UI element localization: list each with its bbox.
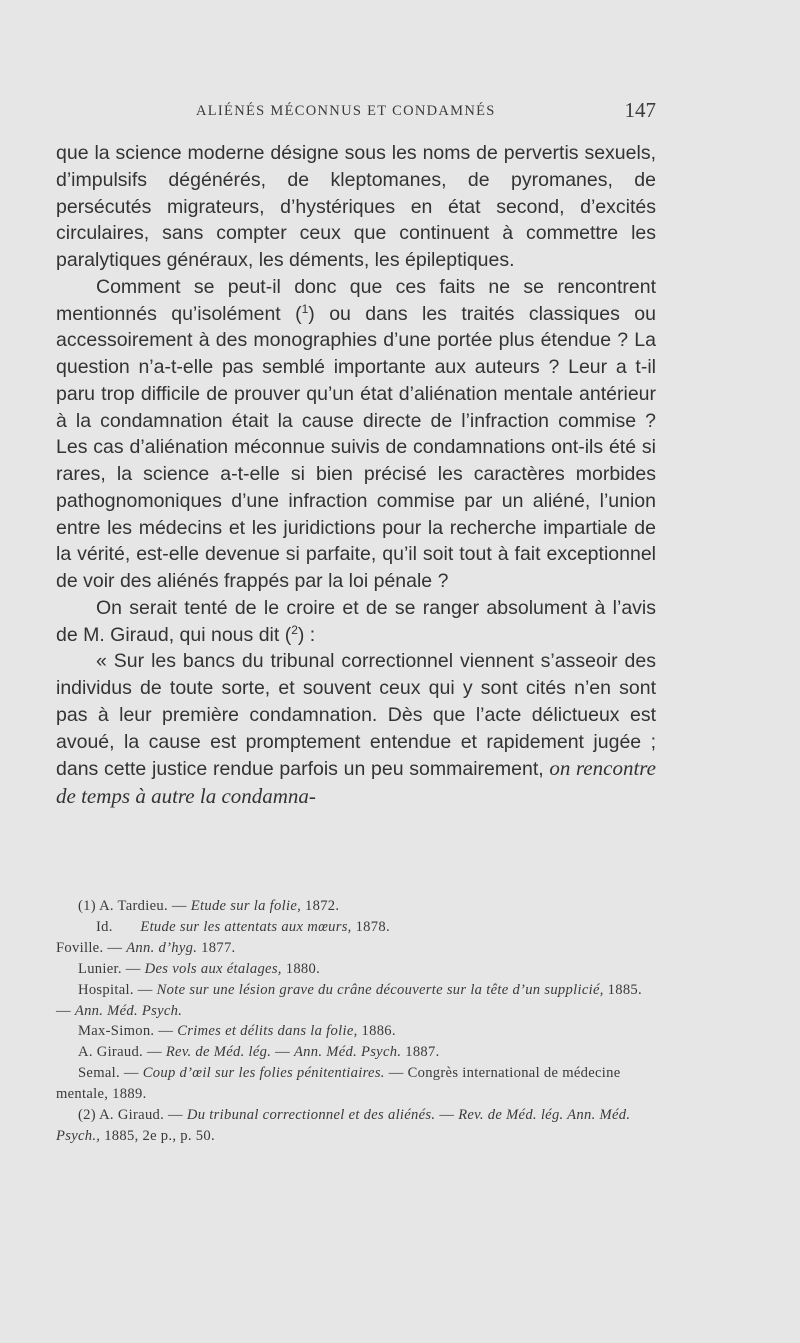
footnote-rest: 1885, 2e p., p. 50.: [104, 1127, 215, 1144]
footnote-work: Des vols aux étalages,: [144, 960, 282, 977]
page-number: 147: [624, 98, 656, 122]
footnote-entry: [56, 980, 656, 1022]
footnote-entry: [56, 917, 656, 938]
footnote-entry: [56, 1021, 656, 1042]
paragraph-4: [56, 648, 656, 811]
footnote-year: 1886.: [361, 1023, 396, 1040]
footnote-journal: Ann. Méd. Psych.: [293, 1044, 402, 1061]
footnote-year: 1878.: [355, 918, 390, 935]
footnote-entry: [56, 1105, 656, 1147]
footnote-entry: [56, 938, 656, 959]
footnote-dash: —: [123, 1065, 139, 1082]
paragraph-3-end: ) :: [297, 623, 316, 646]
footnote-author: A. Giraud.: [78, 1044, 144, 1061]
footnote-year: 1872.: [305, 898, 340, 914]
page-header: [56, 98, 656, 127]
footnote-journal: Ann. Méd. Psych.: [74, 1002, 183, 1019]
paragraph-1: que la science moderne désigne sous les noms de pervertis sexuels, d’impulsifs dégénérés, de kleptomanes, de pyromanes, de persécutés migrateurs, d’hystériques en état second, d’excités circulaires, sans compter ceux que continuent à commettre les paralytiques généraux, les déments, les épileptiques.: [56, 142, 656, 271]
footnotes: [56, 896, 656, 1147]
paragraph-2-start: Comment se peut-il donc que ces faits ne se rencontrent mentionnés qu’isolément (: [56, 275, 656, 325]
footnote-journal: Rev. de Méd. lég. Ann. Méd. Psych.,: [56, 1107, 631, 1144]
footnote-year: 1877.: [201, 939, 236, 956]
footnote-author: Max-Simon.: [78, 1023, 155, 1040]
footnote-dash: —: [146, 1044, 162, 1061]
footnote-work: Note sur une lésion grave du crâne découverte sur la tête d’un supplicié,: [156, 981, 604, 998]
footnote-dash: —: [125, 960, 141, 977]
footnote-work: Etude sur les attentats aux mœurs,: [140, 918, 352, 935]
footnote-number: (2): [78, 1107, 96, 1124]
footnote-work: Etude sur la folie,: [190, 898, 302, 914]
footnote-dash: —: [275, 1044, 290, 1061]
footnote-dash: —: [107, 939, 123, 956]
footnote-author: Id.: [96, 918, 113, 935]
footnote-year: 1887.: [405, 1044, 440, 1061]
footnote-dash: —: [168, 1107, 183, 1124]
paragraph-4-text: « Sur les bancs du tribunal correctionnel viennent s’asseoir des individus de toute sorte, et souvent ceux qui y sont cités n’en sont pas à leur première condamnation. Dès que l’acte délictueux est avoué, la cause est promptement entendue et rapidement jugée ; dans cette justice rendue parfois un peu sommairement,: [56, 650, 656, 781]
footnote-author: Lunier.: [78, 960, 122, 977]
footnote-dash: —: [171, 898, 187, 914]
footnote-author: A. Tardieu.: [99, 898, 168, 914]
running-title: ALIÉNÉS MÉCONNUS ET CONDAMNÉS: [196, 103, 496, 119]
paragraph-2-end: ) ou dans les traités classiques ou accessoirement à des monographies d’une portée plus étendue ? La question n’a-t-elle pas semblé importante aux auteurs ? Leur a t-il paru trop difficile de prouver qu’un état d’aliénation mentale antérieur à la condamnation était la cause directe de l’infraction commise ? Les cas d’aliénation méconnue suivis de condamnations ont-ils été si rares, la science a-t-elle si bien précisé les caractères morbides pathognomoniques d’une infraction commise par un aliéné, l’union entre les médecins et les juridictions pour la recherche impartiale de la vérité, est-elle devenue si parfaite, qu’il soit tout à fait exceptionnel de voir des aliénés frappés par la loi pénale ?: [56, 302, 656, 592]
footnote-number: (1): [78, 898, 96, 914]
footnote-ref-1: 1: [301, 301, 309, 316]
paragraph-3-start: On serait tenté de le croire et de se ranger absolument à l’avis de M. Giraud, qui nous dit (: [56, 596, 656, 646]
footnote-work: Rev. de Méd. lég.: [165, 1044, 272, 1061]
footnote-dash: —: [137, 981, 153, 998]
footnote-dash: —: [388, 1065, 404, 1082]
paragraph-3: [56, 595, 656, 649]
footnote-rest: Congrès international de médecine mentale, 1889.: [56, 1065, 621, 1103]
footnote-author: Hospital.: [78, 981, 134, 998]
footnote-author: A. Giraud.: [99, 1107, 165, 1124]
footnote-dash: —: [56, 1002, 71, 1019]
footnote-dash: —: [439, 1107, 455, 1124]
paragraph-4-italic: on rencontre de temps à autre la condamna-: [56, 756, 657, 808]
footnote-work: Crimes et délits dans la folie,: [177, 1023, 358, 1040]
footnote-entry: [56, 1063, 656, 1105]
footnote-author: Semal.: [78, 1065, 120, 1082]
footnote-entry: [56, 959, 656, 980]
footnote-entry: [56, 896, 656, 917]
footnote-author: Foville.: [56, 939, 104, 956]
footnote-year: 1880.: [285, 960, 321, 977]
footnote-dash: —: [158, 1023, 174, 1040]
footnote-ref-2: 2: [291, 622, 298, 637]
footnote-work: Du tribunal correctionnel et des aliénés.: [186, 1107, 436, 1124]
body-text: [56, 140, 656, 811]
paragraph-2: [56, 274, 656, 595]
footnote-work: Coup d’œil sur les folies pénitentiaires.: [142, 1065, 385, 1082]
footnote-entry: [56, 1042, 656, 1063]
footnote-work: Ann. d’hyg.: [126, 939, 198, 956]
footnote-year: 1885.: [607, 981, 642, 998]
